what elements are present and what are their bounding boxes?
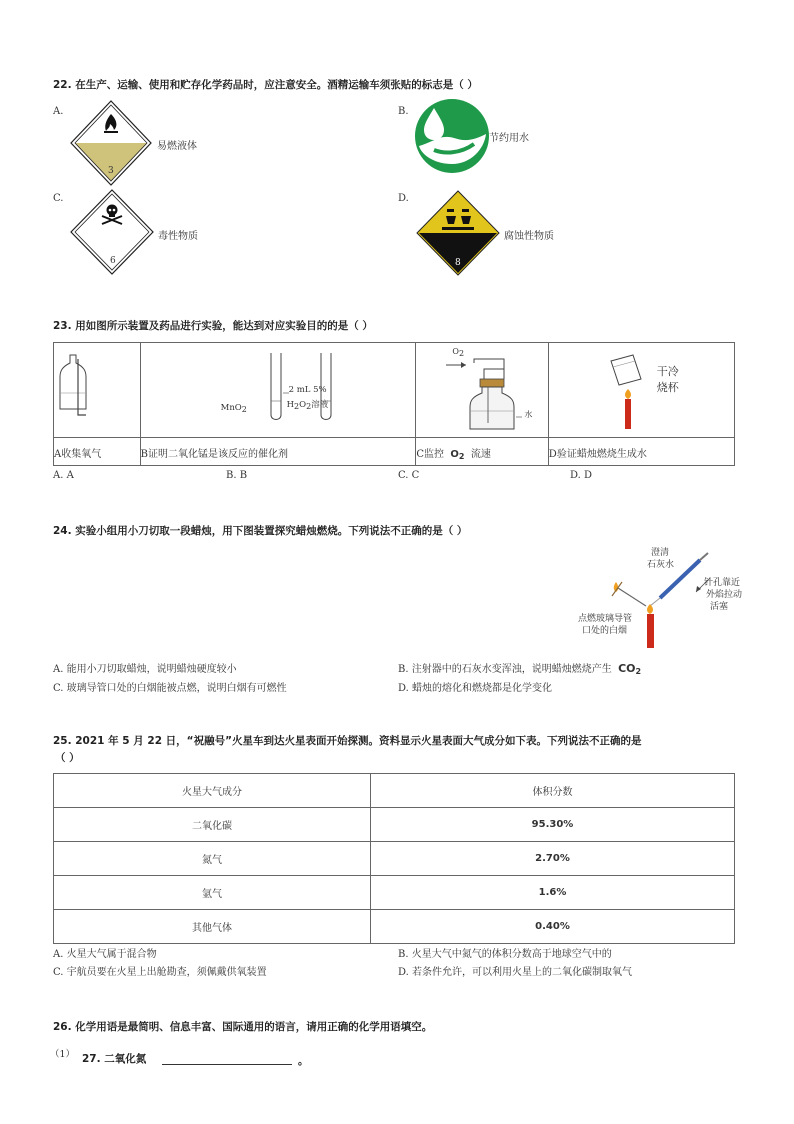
table-cell-component: 其他气体	[54, 910, 371, 944]
needle-label-2: 外焰拉动	[706, 590, 743, 600]
q23-cell-b-caption: B证明二氧化锰是该反应的催化剂	[140, 438, 416, 466]
h2o2-volume-label: 2 mL 5%	[288, 385, 327, 395]
q24-option-a[interactable]: A. 能用小刀切取蜡烛，说明蜡烛硬度较小	[53, 664, 237, 675]
needle-label-1: 针孔靠近	[704, 578, 741, 588]
q23-cell-d-caption: D验证蜡烛燃烧生成水	[548, 438, 734, 466]
limewater-label-1: 澄清	[651, 548, 670, 558]
table-cell-volume: 0.40%	[371, 910, 735, 944]
needle-label-3: 活塞	[710, 602, 729, 612]
q26-sub-number: （1）	[50, 1049, 76, 1060]
table-cell-volume: 1.6%	[371, 876, 735, 910]
table-cell-component: 二氧化碳	[54, 808, 371, 842]
q25-option-d[interactable]: D. 若条件允许，可以利用火星上的二氧化碳制取氧气	[398, 967, 633, 978]
h2o2-solution-label: H2O2溶液	[286, 400, 329, 411]
q24-stem: 24. 实验小组用小刀切取一段蜡烛，用下图装置探究蜡烛燃烧。下列说法不正确的是（ ）	[53, 525, 468, 537]
table-row	[54, 842, 735, 876]
q25-option-c[interactable]: C. 宇航员要在火星上出舱勘查，须佩戴供氧装置	[53, 967, 267, 978]
sign-number-3: 3	[108, 166, 114, 176]
q24-option-b[interactable]: B. 注射器中的石灰水变浑浊，说明蜡烛燃烧产生 $CO_2$	[398, 662, 642, 676]
q23-answer-d[interactable]: D. D	[570, 470, 593, 481]
q23-cell-d-figure	[548, 343, 734, 438]
table-row	[54, 876, 735, 910]
table-row	[54, 808, 735, 842]
q23-answer-c[interactable]: C. C	[398, 470, 420, 481]
q25-option-b[interactable]: B. 火星大气中氮气的体积分数高于地球空气中的	[398, 949, 612, 960]
table-header-component: 火星大气成分	[54, 774, 371, 808]
sign-number-8: 8	[455, 258, 461, 268]
limewater-label-2: 石灰水	[647, 560, 675, 570]
q24-option-c[interactable]: C. 玻璃导管口处的白烟能被点燃，说明白烟有可燃性	[53, 683, 287, 694]
q23-stem: 23. 用如图所示装置及药品进行实验，能达到对应实验目的的是（ ）	[53, 320, 373, 332]
inverted-bottle-icon	[58, 353, 88, 423]
white-smoke-label-1: 点燃玻璃导管	[578, 614, 633, 624]
table-row	[54, 910, 735, 944]
q26-sub-end: 。	[298, 1055, 309, 1067]
table-cell-component: 氮气	[54, 842, 371, 876]
water-saving-label: 节约用水	[489, 133, 529, 144]
mars-atmosphere-table	[53, 773, 735, 944]
corrosive-substance-label: 腐蚀性物质	[504, 231, 554, 242]
q23-answer-a[interactable]: A. A	[53, 470, 74, 481]
sign-number-6: 6	[110, 256, 116, 266]
q25-option-a[interactable]: A. 火星大气属于混合物	[53, 949, 157, 960]
q22-option-d-letter[interactable]: D.	[398, 193, 409, 204]
table-header-volume: 体积分数	[371, 774, 735, 808]
no2-answer-blank[interactable]	[162, 1064, 292, 1065]
q22-option-b-letter[interactable]: B.	[398, 106, 409, 117]
q22-option-a-letter[interactable]: A.	[53, 106, 64, 117]
table-header-row	[54, 774, 735, 808]
q25-stem-line-2: （ ）	[55, 752, 80, 764]
q26-sub-question: 27. 二氧化氮	[82, 1053, 147, 1065]
q23-cell-c-caption: C监控 $O_2$ 流速	[416, 438, 548, 466]
white-smoke-label-2: 口处的白烟	[582, 626, 628, 636]
q23-cell-b-figure	[140, 343, 416, 438]
flammable-liquid-label: 易燃液体	[157, 141, 197, 152]
table-cell-component: 氩气	[54, 876, 371, 910]
water-saving-sign-icon	[414, 98, 490, 174]
mno2-label: MnO2	[220, 403, 247, 414]
o2-inlet-label: O2	[452, 347, 465, 358]
q23-cell-a-caption: A收集氧气	[54, 438, 141, 466]
dry-cold-beaker-label-2: 烧杯	[656, 381, 679, 394]
q23-answer-b[interactable]: B. B	[226, 470, 248, 481]
q22-stem: 22. 在生产、运输、使用和贮存化学药品时，应注意安全。酒精运输车须张贴的标志是（ ）	[53, 79, 478, 91]
gas-washing-bottle-icon	[444, 357, 534, 433]
q26-stem: 26. 化学用语是最简明、信息丰富、国际通用的语言，请用正确的化学用语填空。	[53, 1021, 433, 1033]
table-cell-volume: 2.70%	[371, 842, 735, 876]
dry-cold-beaker-label-1: 干冷	[656, 365, 679, 378]
q23-apparatus-table	[53, 342, 735, 466]
water-label: 水	[524, 410, 533, 419]
q24-option-d[interactable]: D. 蜡烛的熔化和燃烧都是化学变化	[398, 683, 553, 694]
q25-stem-line-1: 25. 2021 年 5 月 22 日，“祝融号”火星车到达火星表面开始探测。资料显示火星表面大气成分如下表。下列说法不正确的是	[53, 735, 642, 747]
q23-cell-c-figure	[416, 343, 548, 438]
toxic-substance-label: 毒性物质	[158, 231, 198, 242]
beaker-over-candle-icon	[605, 353, 655, 433]
q23-cell-a-figure	[54, 343, 141, 438]
q22-option-c-letter[interactable]: C.	[53, 193, 64, 204]
table-cell-volume: 95.30%	[371, 808, 735, 842]
